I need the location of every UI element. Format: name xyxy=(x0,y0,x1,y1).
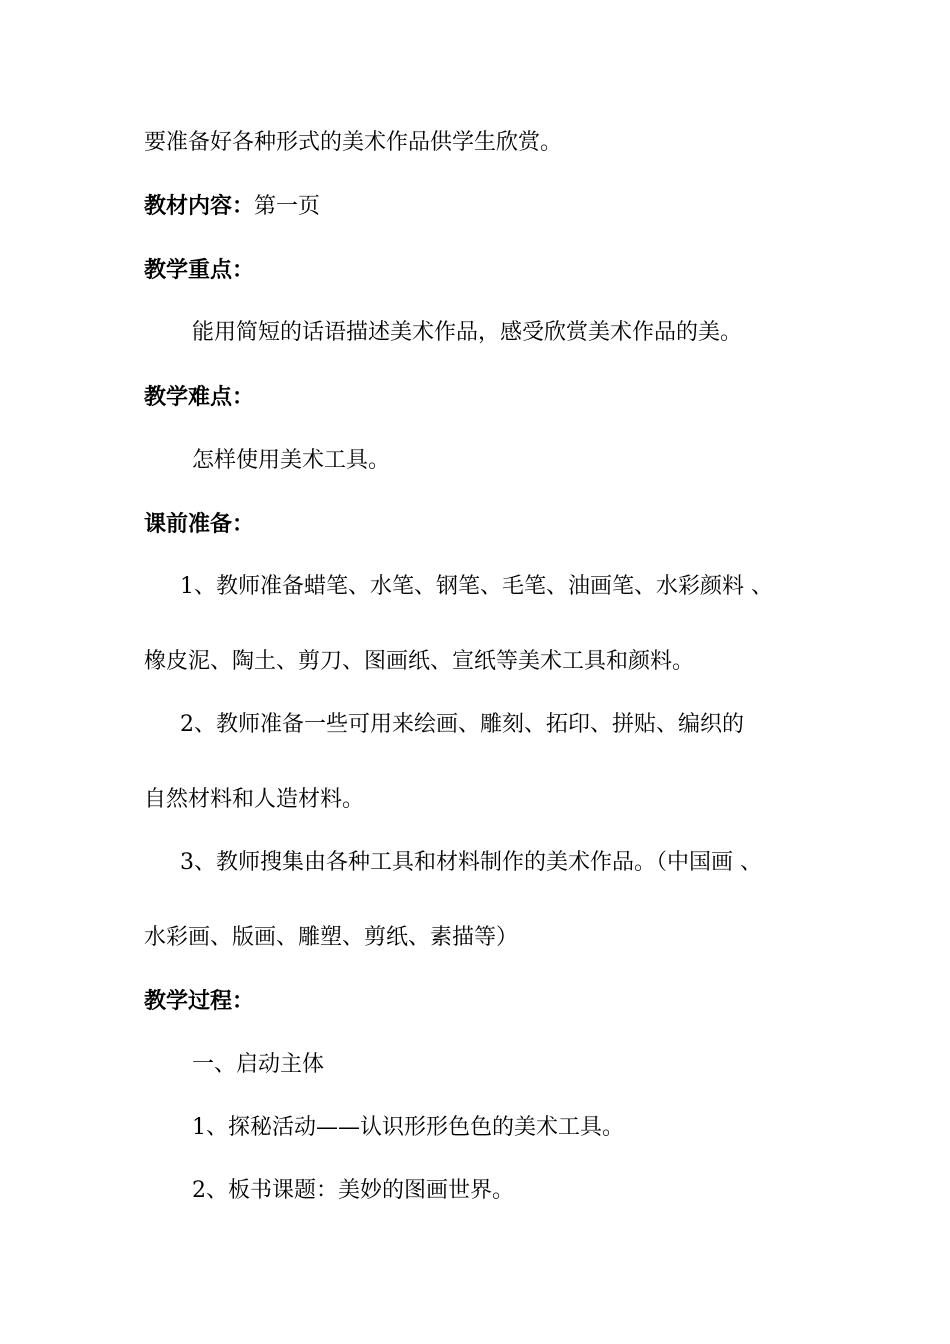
intro-line xyxy=(144,128,562,158)
section-heading: 教学过程： xyxy=(144,988,255,1014)
section-heading: 教材内容： xyxy=(144,193,255,219)
list-item: 3、教师搜集由各种工具和材料制作的美术作品。（中国画 、 xyxy=(180,850,762,875)
section-heading: 教学重点： xyxy=(144,257,255,283)
list-item: 1、教师准备蜡笔、水笔、钢笔、毛笔、油画笔、水彩颜料 、 xyxy=(180,574,773,599)
paragraph-text: 要准备好各种形式的美术作品供学生欣赏。 xyxy=(144,130,563,155)
paragraph-text: 第一页 xyxy=(254,194,321,219)
paragraph-text: 怎样使用美术工具。 xyxy=(192,448,391,473)
list-item-continuation: 水彩画、版画、雕塑、剪纸、素描等） xyxy=(144,925,519,950)
list-item: 2、板书课题：美妙的图画世界。 xyxy=(192,1178,514,1203)
list-item: 1、探秘活动——认识形形色色的美术工具。 xyxy=(192,1115,624,1140)
list-item: 2、教师准备一些可用来绘画、雕刻、拓印、拼贴、编织的 xyxy=(180,712,744,737)
section-heading: 教学难点： xyxy=(144,384,255,410)
section-heading: 课前准备： xyxy=(144,511,255,537)
paragraph-text: 能用简短的话语描述美术作品，感受欣赏美术作品的美。 xyxy=(192,320,743,345)
list-item-continuation: 橡皮泥、陶土、剪刀、图画纸、宣纸等美术工具和颜料。 xyxy=(144,649,695,674)
subsection-title: 一、启动主体 xyxy=(192,1052,325,1077)
materials-line xyxy=(144,191,320,222)
list-item-continuation: 自然材料和人造材料。 xyxy=(144,787,365,812)
